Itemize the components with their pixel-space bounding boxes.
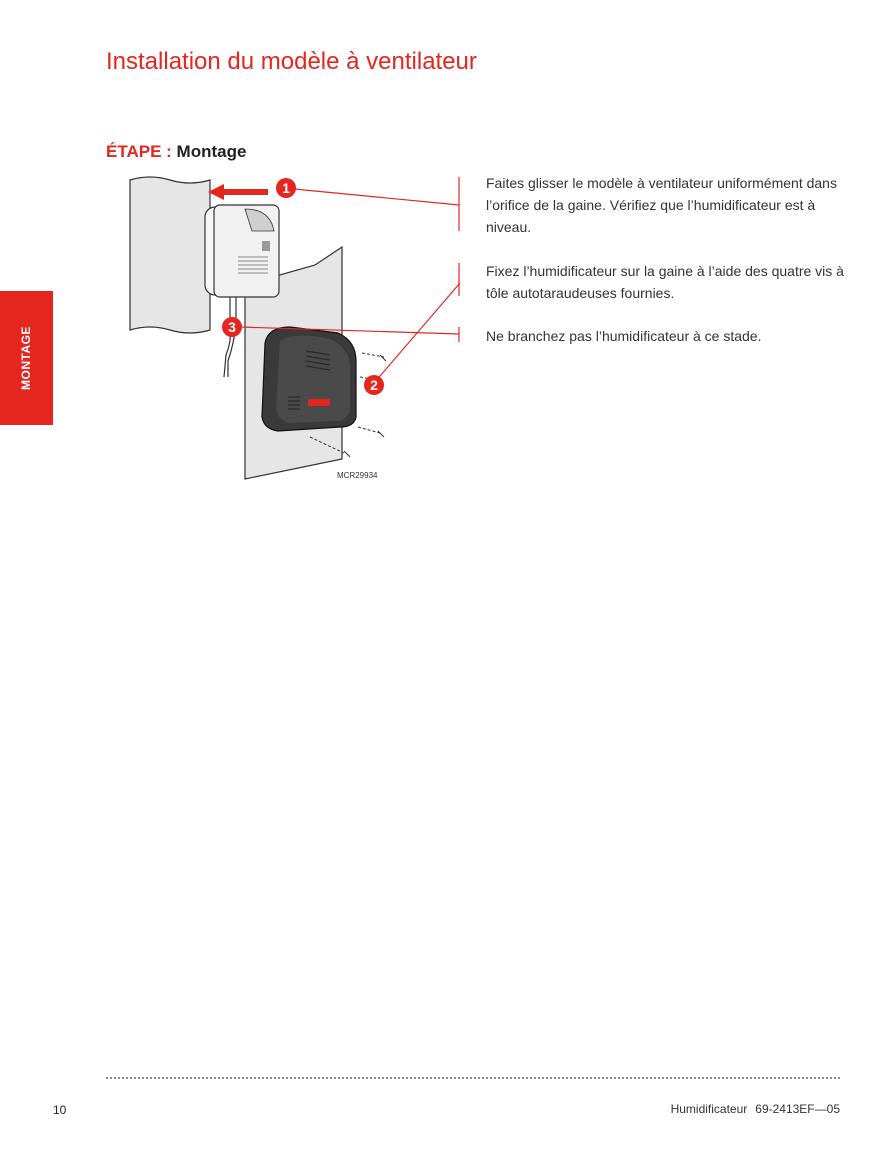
footer-divider: [106, 1077, 840, 1079]
page-number: 10: [53, 1103, 67, 1117]
step-name: Montage: [176, 142, 247, 161]
step-label: ÉTAPE :: [106, 142, 172, 161]
callout-1-label: 1: [282, 180, 290, 196]
page-title: Installation du modèle à ventilateur: [106, 48, 477, 75]
duct-wall: [130, 177, 210, 333]
section-tab: [0, 291, 53, 425]
callout-1: [276, 178, 296, 198]
brand-badge: [308, 399, 330, 406]
step-heading: [106, 142, 246, 162]
section-tab-label: MONTAGE: [19, 326, 33, 390]
callout-3-label: 3: [228, 319, 236, 335]
document-number: 69-2413EF—05: [755, 1102, 840, 1116]
product-name: Humidificateur: [670, 1102, 748, 1116]
callout-3: [222, 317, 242, 337]
humidifier-unit: [262, 327, 356, 431]
figure-code: MCR29934: [337, 471, 378, 480]
instructions: [486, 172, 846, 347]
callout-2: [364, 375, 384, 395]
instruction-3: Ne branchez pas l’humidificateur à ce stade.: [486, 328, 762, 344]
instruction-2: Fixez l’humidificateur sur la gaine à l’aide des quatre vis à tôle autotaraudeuses fournies.: [486, 263, 844, 301]
callout-2-label: 2: [370, 377, 378, 393]
arrow-icon: [208, 184, 268, 200]
instruction-1: Faites glisser le modèle à ventilateur uniformément dans l’orifice de la gaine. Vérifiez que l’humidificateur est à niveau.: [486, 175, 837, 235]
document-reference: [671, 1102, 840, 1116]
